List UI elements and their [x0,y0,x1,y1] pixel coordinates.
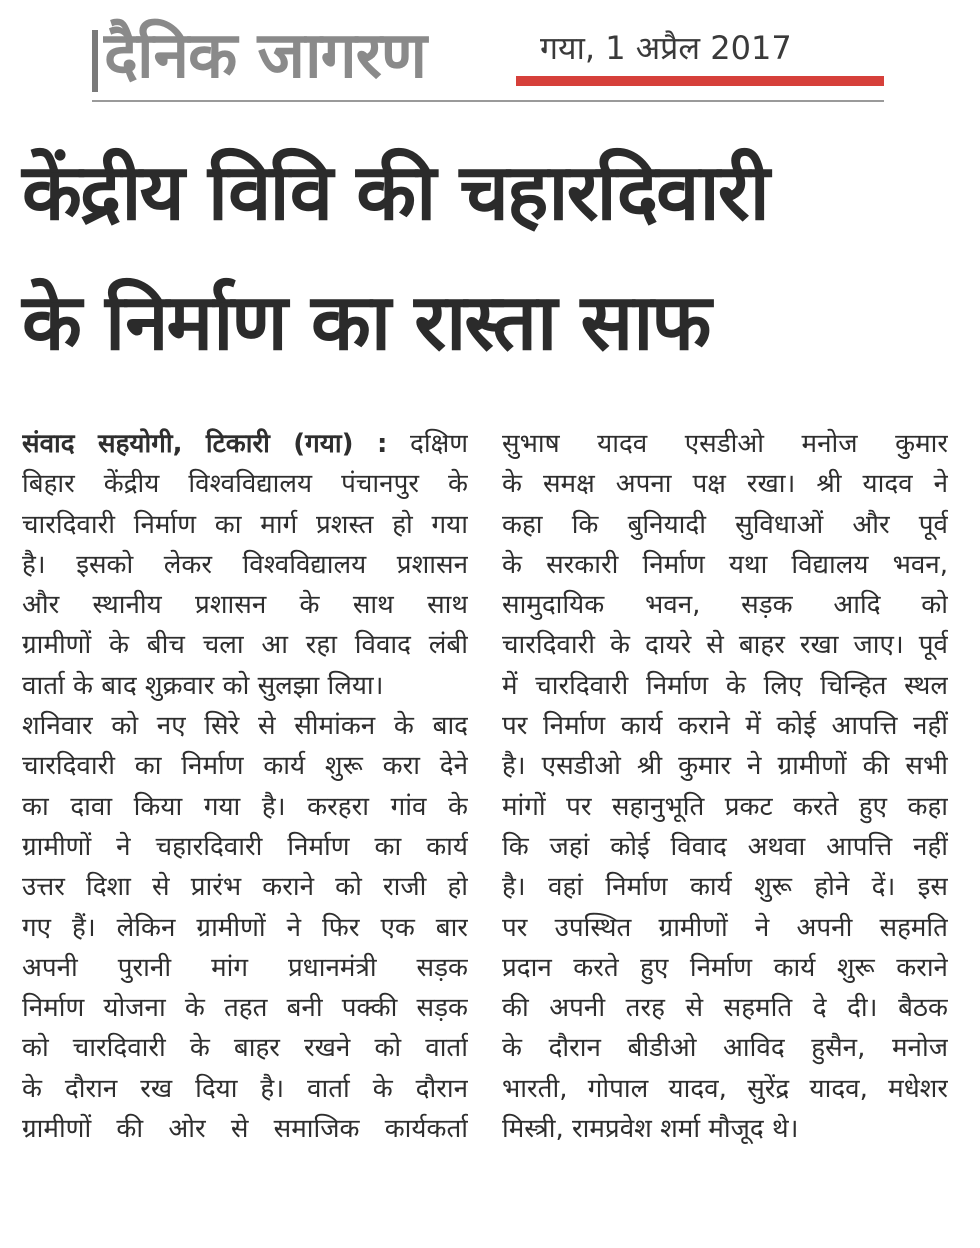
article-line: मांगों पर सहानुभूति प्रकट करते हुए कहा [502,791,948,822]
article-line: की अपनी तरह से सहमति दे दी। बैठक [502,993,948,1024]
article-line: ग्रामीणों की ओर से समाजिक कार्यकर्ता [22,1114,468,1145]
article-line: है। इसको लेकर विश्वविद्यालय प्रशासन [22,549,468,580]
article-line: को चारदिवारी के बाहर रखने को वार्ता [22,1033,468,1064]
masthead-red-rule [516,76,884,86]
article-line: के दौरान बीडीओ आविद हुसैन, मनोज [502,1033,948,1064]
article-line: है। एसडीओ श्री कुमार ने ग्रामीणों की सभी [502,751,948,782]
article-line: शनिवार को नए सिरे से सीमांकन के बाद [22,711,468,742]
article-line: चारदिवारी का निर्माण कार्य शुरू करा देने [22,751,468,782]
article-line: पर उपस्थित ग्रामीणों ने अपनी सहमति [502,912,948,943]
masthead-bar [92,30,98,92]
article-line: कहा कि बुनियादी सुविधाओं और पूर्व [502,509,948,540]
article-line: चारदिवारी के दायरे से बाहर रखा जाए। पूर्व [502,630,948,661]
article-line: सामुदायिक भवन, सड़क आदि को [502,590,948,621]
masthead-rule [92,100,884,102]
article-line: का दावा किया गया है। करहरा गांव के [22,791,468,822]
masthead [0,0,980,110]
article-line: सुभाष यादव एसडीओ मनोज कुमार [502,429,948,459]
headline-line-2: के निर्माण का रास्ता साफ [22,278,710,368]
article-line: निर्माण योजना के तहत बनी पक्की सड़क [22,993,468,1024]
article-line: कि जहां कोई विवाद अथवा आपत्ति नहीं [502,831,948,862]
article-line: है। वहां निर्माण कार्य शुरू होने दें। इस [502,872,948,903]
article-line: गए हैं। लेकिन ग्रामीणों ने फिर एक बार [22,912,468,943]
article-line: और स्थानीय प्रशासन के साथ साथ [22,590,468,621]
article-column-right [502,424,948,1149]
article-line: भारती, गोपाल यादव, सुरेंद्र यादव, मधेशर [502,1073,948,1104]
article-line: वार्ता के बाद शुक्रवार को सुलझा लिया। [22,670,384,701]
article-line: के समक्ष अपना पक्ष रखा। श्री यादव ने [502,469,948,500]
article-line-text: दक्षिण [410,429,468,459]
article-line: बिहार केंद्रीय विश्वविद्यालय पंचानपुर के [22,469,468,500]
article-line [22,424,468,464]
article-line: उत्तर दिशा से प्रारंभ कराने को राजी हो [22,872,468,903]
article-line: के सरकारी निर्माण यथा विद्यालय भवन, [502,549,948,580]
article-line: चारदिवारी निर्माण का मार्ग प्रशस्त हो गया [22,509,468,540]
headline-line-1: केंद्रीय विवि की चहारदिवारी [22,148,768,238]
byline: संवाद सहयोगी, टिकारी (गया) : [22,429,388,459]
article-line: के दौरान रख दिया है। वार्ता के दौरान [22,1073,468,1104]
article-column-left [22,424,468,1149]
article-line: मिस्त्री, रामप्रवेश शर्मा मौजूद थे। [502,1114,799,1145]
article-line: ग्रामीणों ने चहारदिवारी निर्माण का कार्य [22,831,468,862]
newspaper-logo: दैनिक जागरण [104,19,427,93]
article-line: में चारदिवारी निर्माण के लिए चिन्हित स्थल [502,670,948,701]
article-line: प्रदान करते हुए निर्माण कार्य शुरू कराने [502,952,948,983]
article-line: अपनी पुरानी मांग प्रधानमंत्री सड़क [22,952,468,983]
article-line: ग्रामीणों के बीच चला आ रहा विवाद लंबी [22,630,468,661]
edition-date: गया, 1 अप्रैल 2017 [540,29,792,67]
article-line: पर निर्माण कार्य कराने में कोई आपत्ति नहीं [502,711,948,742]
headline [22,128,962,388]
